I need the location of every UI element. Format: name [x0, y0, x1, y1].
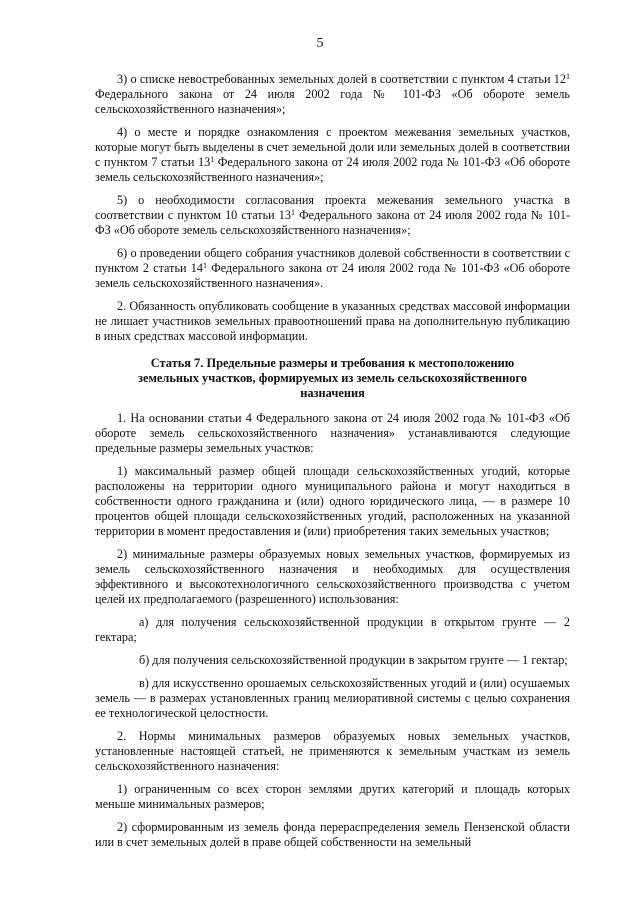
article-7-clause-2-item-1: 1) ограниченным со всех сторон землями других категорий и площадь которых меньше минимальных размеров; [95, 782, 570, 811]
clause-1-item-6: 6) о проведении общего собрания участников долевой собственности в соответствии с пунктом 2 статьи $14^1$ Федерального закона от 24 июля 2002 года № 101-ФЗ «Об обороте земель сельскохозяйственного назначения». [95, 246, 570, 290]
article-7-clause-1-item-2-a: а) для получения сельскохозяйственной продукции в открытом грунте — 2 гектара; [95, 615, 570, 644]
article-7-clause-1: 1. На основании статьи 4 Федерального закона от 24 июля 2002 года № 101-ФЗ «Об обороте земель сельскохозяйственного назначения» устанавливаются следующие предельные размеры земельных участков: [95, 411, 570, 455]
article-7-clause-1-item-2: 2) минимальные размеры образуемых новых земельных участков, формируемых из земель сельскохозяйственного назначения и необходимых для осуществления эффективного и высокотехнологичного сельскохозяйственного производства с учетом целей их предполагаемого (разрешенного) использования: [95, 547, 570, 606]
article-7-clause-2-item-2: 2) сформированным из земель фонда перераспределения земель Пензенской области или в счет земельных долей в праве общей собственности на земельный [95, 820, 570, 849]
article-7-clause-2: 2. Нормы минимальных размеров образуемых новых земельных участков, установленные настоящей статьей, не применяются к земельным участкам из земель сельскохозяйственного назначения: [95, 729, 570, 773]
article-7-clause-1-item-2-b: б) для получения сельскохозяйственной продукции в закрытом грунте — 1 гектар; [139, 653, 568, 667]
clause-1-item-5: 5) о необходимости согласования проекта межевания земельного участка в соответствии с пунктом 10 статьи $13^1$ Федерального закона от 24 июля 2002 года № 101-ФЗ «Об обороте земель сельскохозяйственного назначения»; [95, 193, 570, 237]
article-7-clause-1-item-1: 1) максимальный размер общей площади сельскохозяйственных угодий, которые расположены на территории одного муниципального района и могут находиться в собственности одного гражданина и (или) одного юридического лица, — в размере 10 процентов общей площади сельскохозяйственных угодий, расположенных на указанной территории в момент предоставления и (или) приобретения таких земельных участков; [95, 464, 570, 538]
clause-1-item-4: 4) о месте и порядке ознакомления с проектом межевания земельных участков, которые могут быть выделены в счет земельной доли или земельных долей в соответствии с пунктом 7 статьи $13^1$ Федерального закона от 24 июля 2002 года № 101-ФЗ «Об обороте земель сельскохозяйственного назначения»; [95, 125, 570, 184]
clause-1-item-3: 3) о списке невостребованных земельных долей в соответствии с пунктом 4 статьи $12^1$ Федерального закона от 24 июля 2002 года № 101-ФЗ «Об обороте земель сельскохозяйственного назначения»; [95, 72, 570, 116]
article-7-title: Статья 7. Предельные размеры и требования к местоположению земельных участков, формируемых из земель сельскохозяйственного назначения [138, 356, 527, 400]
clause-2: 2. Обязанность опубликовать сообщение в указанных средствах массовой информации не лишает участников земельных правоотношений права на дополнительную публикацию в иных средствах массовой информации. [95, 299, 570, 343]
article-7-clause-1-item-2-c: в) для искусственно орошаемых сельскохозяйственных угодий и (или) осушаемых земель — в размерах установленных границ мелиоративной системы с целью сохранения ее технологической целостности. [95, 676, 570, 720]
document-body [95, 72, 570, 858]
page-number: 5 [316, 36, 324, 51]
